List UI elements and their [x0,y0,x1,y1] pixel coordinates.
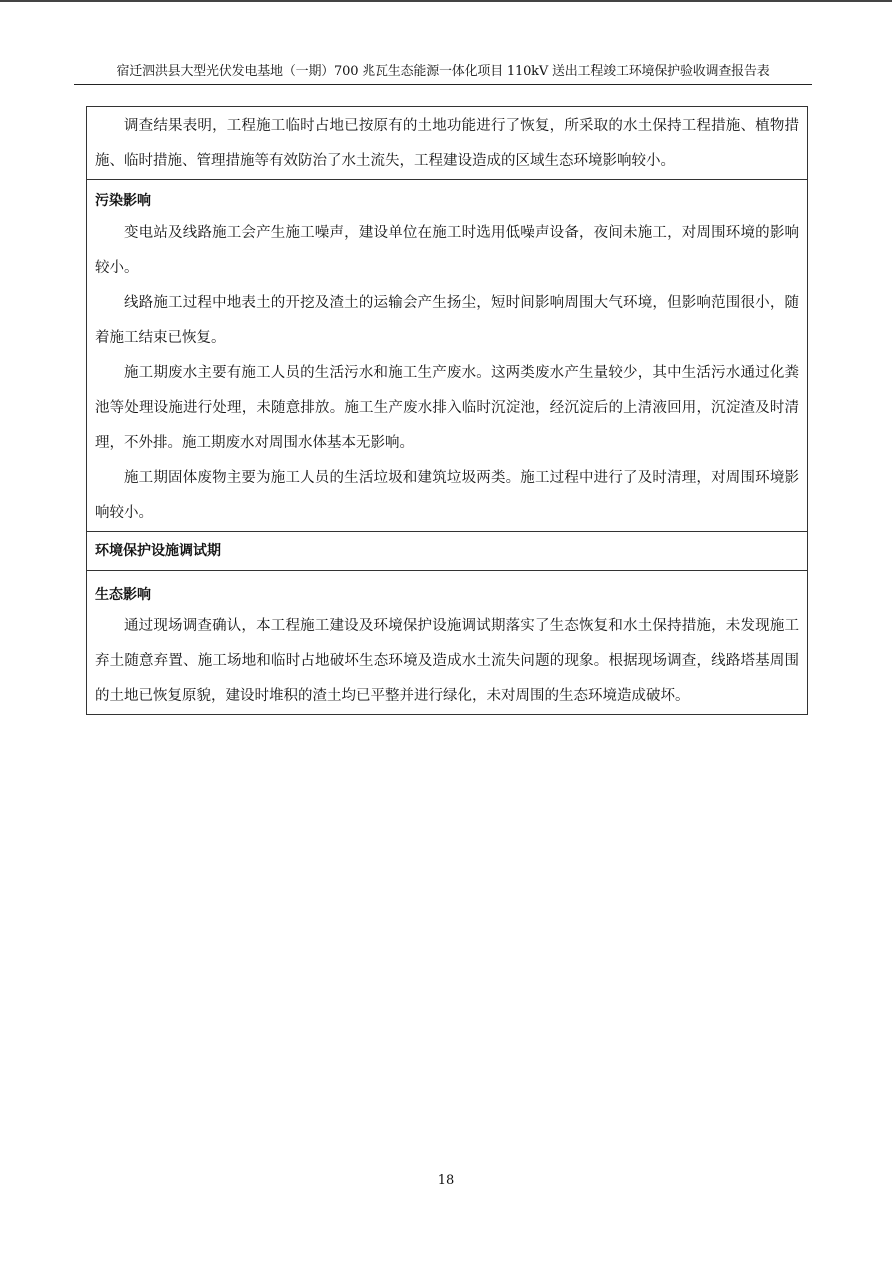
header-rule [74,84,812,85]
report-table [86,106,808,715]
table-row-ecology [87,571,808,715]
pollution-noise-paragraph: 变电站及线路施工会产生施工噪声，建设单位在施工时选用低噪声设备，夜间未施工，对周围环境的影响较小。 [95,225,799,276]
table-row-trial-period [87,532,808,571]
intro-paragraph: 调查结果表明，工程施工临时占地已按原有的土地功能进行了恢复，所采取的水土保持工程措施、植物措施、临时措施、管理措施等有效防治了水土流失，工程建设造成的区域生态环境影响较小。 [95,118,799,169]
ecology-paragraph: 通过现场调查确认，本工程施工建设及环境保护设施调试期落实了生态恢复和水土保持措施，未发现施工弃土随意弃置、施工场地和临时占地破坏生态环境及造成水土流失问题的现象。根据现场调查，线路塔基周围的土地已恢复原貌，建设时堆积的渣土均已平整并进行绿化，未对周围的生态环境造成破坏。 [95,618,799,704]
pollution-solid-waste-paragraph: 施工期固体废物主要为施工人员的生活垃圾和建筑垃圾两类。施工过程中进行了及时清理，对周围环境影响较小。 [95,470,799,521]
trial-period-cell [87,532,808,571]
running-header: 宿迁泗洪县大型光伏发电基地（一期）700 兆瓦生态能源一体化项目 110kV 送出工程竣工环境保护验收调查报告表 [116,64,770,79]
top-border-line [0,0,892,2]
ecology-heading: 生态影响 [95,587,151,603]
pollution-wastewater-paragraph: 施工期废水主要有施工人员的生活污水和施工生产废水。这两类废水产生量较少，其中生活污水通过化粪池等处理设施进行处理，未随意排放。施工生产废水排入临时沉淀池，经沉淀后的上清液回用，沉淀渣及时清理，不外排。施工期废水对周围水体基本无影响。 [95,365,799,451]
trial-period-heading: 环境保护设施调试期 [95,543,221,559]
pollution-heading: 污染影响 [95,193,151,209]
ecology-cell [87,571,808,715]
pollution-dust-paragraph: 线路施工过程中地表土的开挖及渣土的运输会产生扬尘，短时间影响周围大气环境，但影响范围很小，随着施工结束已恢复。 [95,295,799,346]
intro-cell [87,107,808,180]
table-row-intro [87,107,808,180]
page-number: 18 [437,1173,455,1188]
pollution-cell [87,180,808,532]
table-row-pollution [87,180,808,532]
